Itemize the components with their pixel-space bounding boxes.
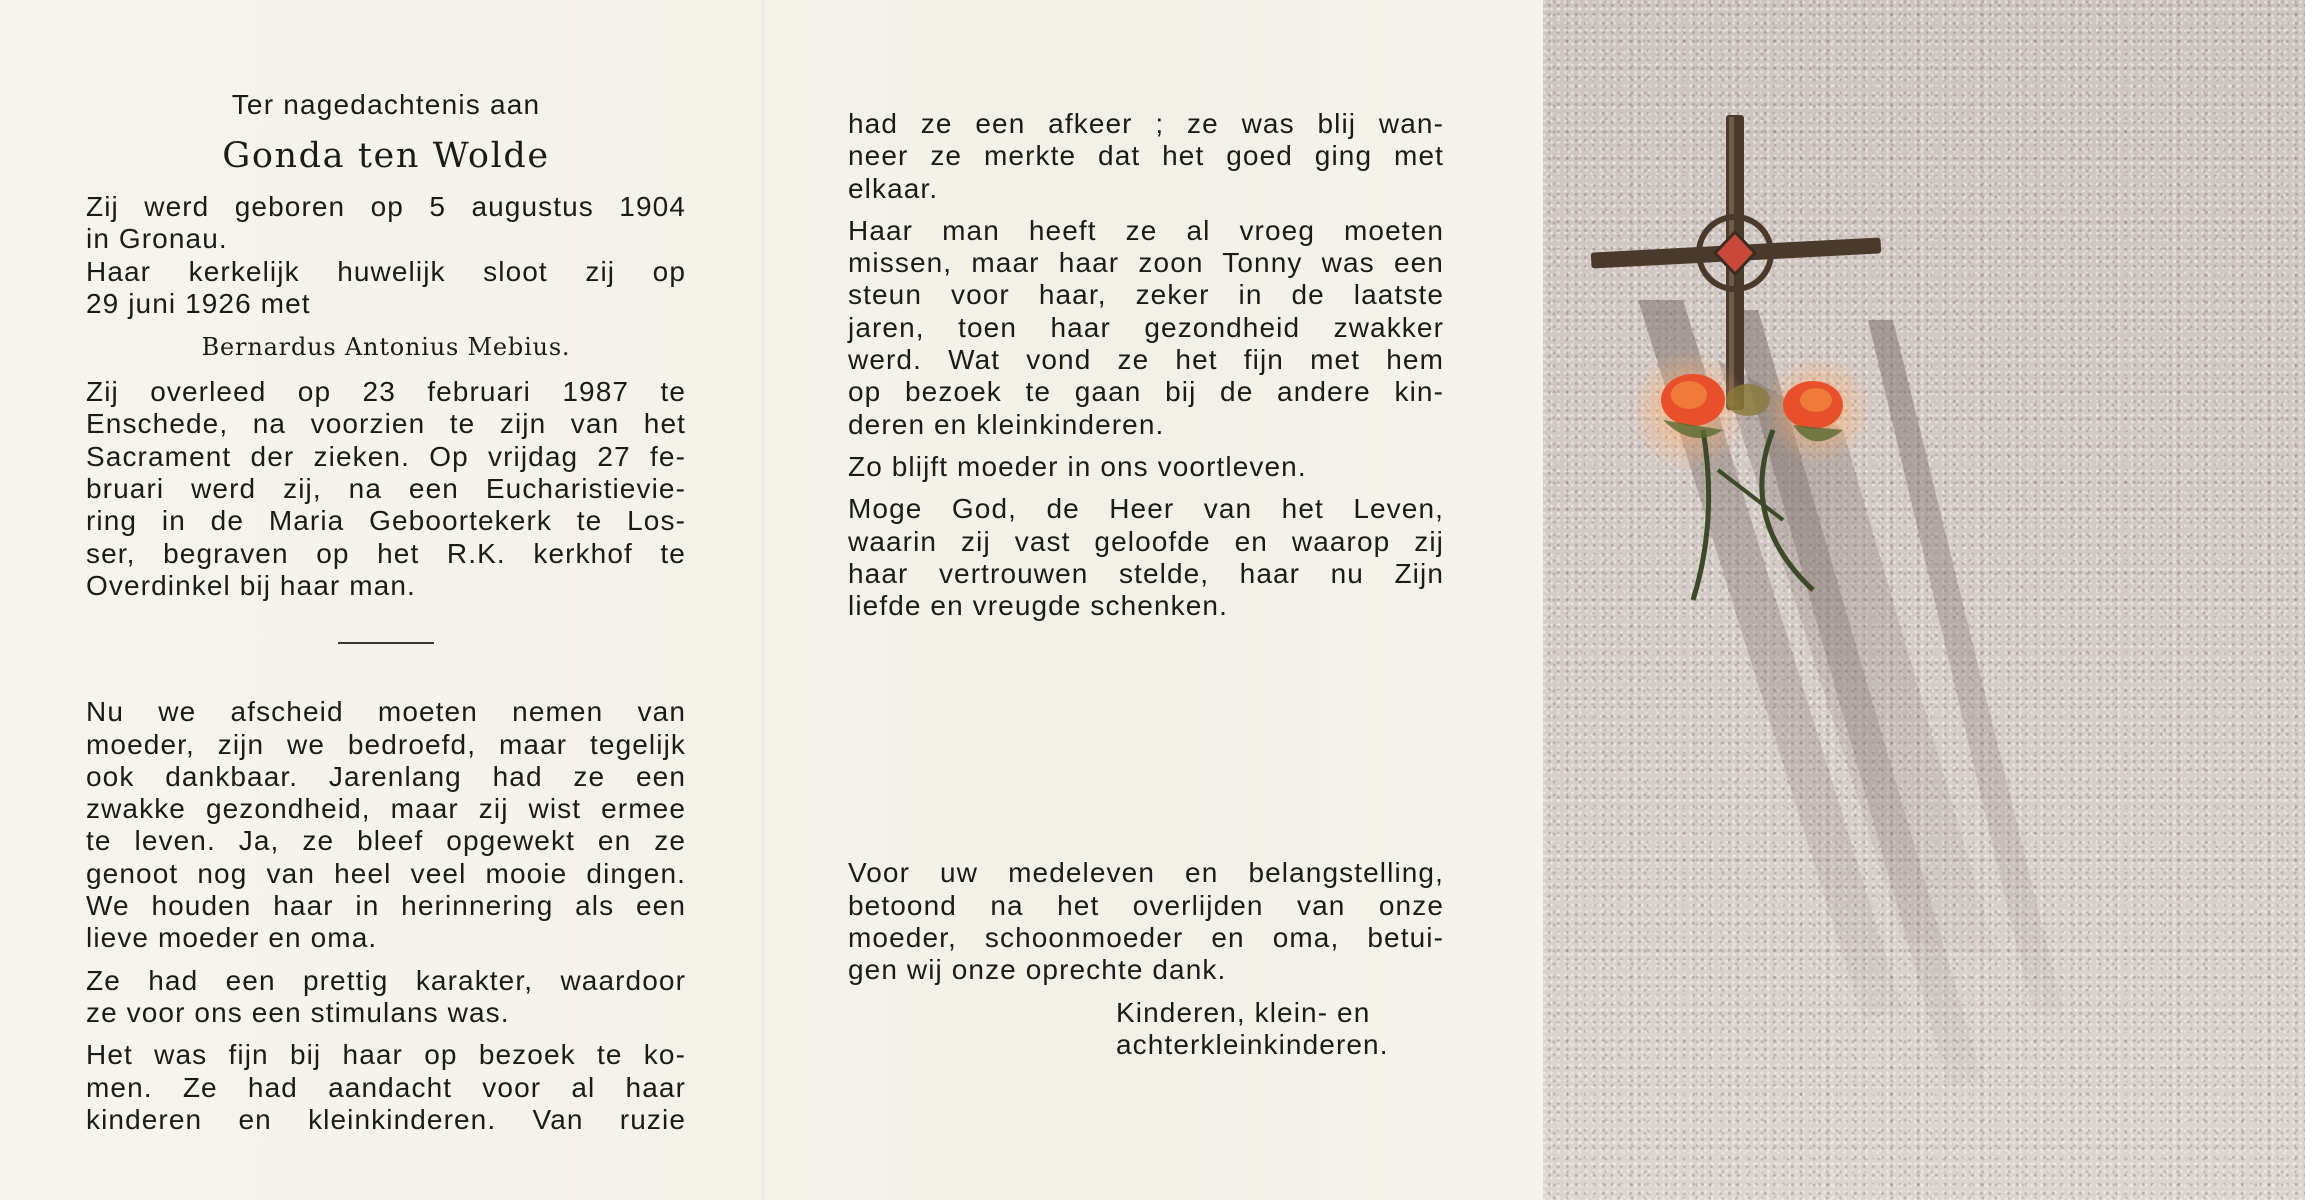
text-line: waarin zij vast geloofde en waarop zij [848, 525, 1444, 557]
text-line: Nu we afscheid moeten nemen van [86, 696, 686, 728]
signature [848, 997, 1444, 1062]
visit-paragraph [86, 1039, 686, 1136]
text-line: Haar kerkelijk huwelijk sloot zij op [86, 255, 686, 287]
text-line: achterkleinkinderen. [1116, 1028, 1389, 1060]
text-line: ser, begraven op het R.K. kerkhof te [86, 537, 686, 569]
text-line: steun voor haar, zeker in de laatste [848, 279, 1444, 311]
cross-photo [1543, 0, 2305, 1200]
text-line: 29 juni 1926 met [86, 287, 311, 319]
deceased-name: Gonda ten Wolde [222, 136, 550, 176]
text-line: ze voor ons een stimulans was. [86, 996, 510, 1028]
text-line: Zij werd geboren op 5 augustus 1904 [86, 191, 686, 222]
text-line: had ze een afkeer ; ze was blij wan- [848, 108, 1444, 139]
prayer-paragraph [848, 493, 1444, 622]
text-line: in Gronau. [86, 223, 228, 255]
text-line: lieve moeder en oma. [86, 922, 378, 954]
text-line: Het was fijn bij haar op bezoek te ko- [86, 1039, 686, 1071]
continuation-paragraph [848, 108, 1444, 205]
intro-text: Ter nagedachtenis aan [231, 89, 541, 120]
remembrance-line [848, 451, 1444, 483]
text-line: men. Ze had aandacht voor al haar [86, 1071, 686, 1103]
text-line: Ze had een prettig karakter, waardoor [86, 964, 686, 996]
text-line: haar vertrouwen stelde, haar nu Zijn [848, 557, 1444, 589]
text-line: werd. Wat vond ze het fijn met hem [848, 344, 1444, 376]
text-line: Kinderen, klein- en [1116, 996, 1371, 1028]
spacer [848, 632, 1444, 857]
text-line: Zij overleed op 23 februari 1987 te [86, 376, 686, 408]
card-fold [760, 0, 766, 1200]
text-line: elkaar. [848, 172, 939, 204]
text-line: moeder, schoonmoeder en oma, betui- [848, 922, 1444, 954]
text-line: moeder, zijn we bedroefd, maar tegelijk [86, 728, 686, 760]
text-line: bruari werd zij, na een Eucharistievie- [86, 473, 686, 505]
text-line: op bezoek te gaan bij de andere kin- [848, 376, 1444, 408]
text-line: genoot nog van heel veel mooie dingen. [86, 857, 686, 889]
text-line: zwakke gezondheid, maar zij wist ermee [86, 793, 686, 825]
text-line: We houden haar in herinnering als een [86, 890, 686, 922]
text-line: missen, maar haar zoon Tonny was een [848, 247, 1444, 279]
text-line: neer ze merkte dat het goed ging met [848, 140, 1444, 172]
thanks-paragraph [848, 857, 1444, 986]
text-line: Moge God, de Heer van het Leven, [848, 493, 1444, 525]
cross-with-roses-image [1543, 0, 2305, 1200]
character-paragraph [86, 965, 686, 1030]
left-panel [86, 85, 686, 1146]
text-line: deren en kleinkinderen. [848, 408, 1165, 440]
text-line: Haar man heeft ze al vroeg moeten [848, 214, 1444, 246]
middle-panel [848, 108, 1444, 1061]
farewell-paragraph [86, 696, 686, 954]
text-line: Overdinkel bij haar man. [86, 569, 416, 601]
divider [338, 642, 434, 644]
text-line: betoond na het overlijden van onze [848, 889, 1444, 921]
text-line: kinderen en kleinkinderen. Van ruzie [86, 1103, 686, 1135]
text-line: ring in de Maria Geboortekerk te Los- [86, 505, 686, 537]
text-line: gen wij onze oprechte dank. [848, 954, 1227, 986]
text-line: liefde en vreugde schenken. [848, 590, 1228, 622]
spouse-name: Bernardus Antonius Mebius. [201, 333, 571, 362]
husband-son-paragraph [848, 215, 1444, 441]
text-line: Enschede, na voorzien te zijn van het [86, 408, 686, 440]
text-line: ook dankbaar. Jarenlang had ze een [86, 760, 686, 792]
text-line: Zo blijft moeder in ons voortleven. [848, 450, 1307, 482]
text-line: jaren, toen haar gezondheid zwakker [848, 311, 1444, 343]
death-section [86, 376, 686, 602]
text-line: te leven. Ja, ze bleef opgewekt en ze [86, 825, 686, 857]
birth-section [86, 191, 686, 320]
text-line: Sacrament der zieken. Op vrijdag 27 fe- [86, 440, 686, 472]
text-line: Voor uw medeleven en belangstelling, [848, 857, 1444, 889]
